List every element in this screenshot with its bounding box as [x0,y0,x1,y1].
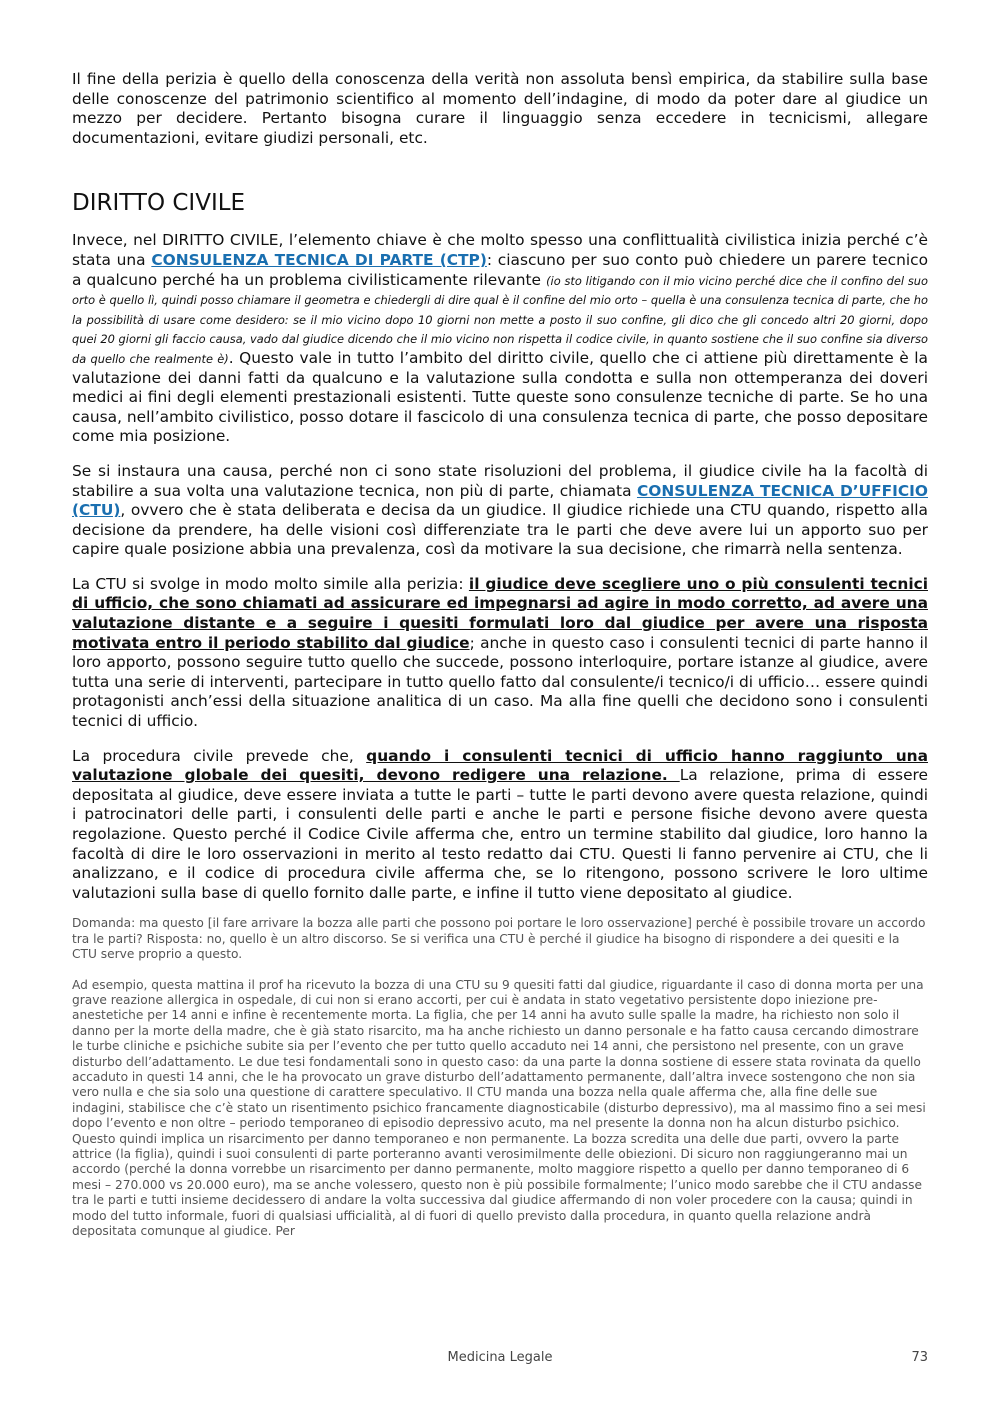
question-note: Domanda: ma questo [il fare arrivare la bozza alle parti che possono poi portare le loro osservazione] perché è possibile trovare un accordo tra le parti? Risposta: no, quello è un altro discorso. Se si verifica una CTU è perché il giudice ha bisogno di rispondere a dei quesiti e la CTU serve proprio a questo. [72,916,926,962]
ctp-paragraph-mid: : ciascuno per suo conto può chiedere un parere tecnico a qualcuno perché ha un problema civilisticamente rilevante [72,250,928,289]
ctu-procedure-paragraph [72,575,928,732]
ctp-aside: (io sto litigando con il mio vicino perché dice che il confino del suo orto è quello lì, quindi posso chiamare il geometra e chiedergli di dire qual è il confine del mio orto – quella è una consulenza tecnica di parte, che ho la possibilità di usare come desidero: se il mio vicino dopo 10 giorni non mette a posto il suo confine, gli dico che gli concedo altri 20 giorni, dopo quei 20 giorni gli faccio causa, vado dal giudice dicendo che il mio vicino non rispetta il codice civile, in quanto sostiene che il suo confine sia diverso da quello che realmente è) [72,273,928,366]
intro-paragraph: Il fine della perizia è quello della conoscenza della verità non assoluta bensì empirica, da stabilire sulla base delle conoscenze del patrimonio scientifico al momento dell’indagine, di modo da poter dare al giudice un mezzo per decidere. Pertanto bisogna curare il linguaggio senza eccedere in tecnicismi, allegare documentazioni, evitare giudizi personali, etc. [72,70,928,147]
ctp-paragraph-tail: . Questo vale in tutto l’ambito del diritto civile, quello che ci attiene più direttamente è la valutazione dei danni fatti da qualcuno e la valutazione sulla condotta e sulla non ottemperanza dei doveri medici ai fini degli elementi prestazionali esistenti. Tutte queste sono consulenze tecniche di parte. Se ho una causa, nell’ambito civilistico, posso dotare il fascicolo di una consulenza tecnica di parte, che posso depositare come mia posizione. [72,348,928,446]
footer-title: Medicina Legale [447,1350,553,1365]
ctp-paragraph [72,231,928,447]
ctu-paragraph-tail: , ovvero che è stata deliberata e decisa da un giudice. Il giudice richiede una CTU quando, rispetto alla decisione da prendere, ha delle visioni così differenziate tra le parti che deve avere lui un apporto suo per capire quale posizione abbia una prevalenza, così da motivare la sua decisione, che rimarrà nella sentenza. [72,501,928,559]
page-number: 73 [911,1350,928,1365]
example-note: Ad esempio, questa mattina il prof ha ricevuto la bozza di una CTU su 9 quesiti fatti dal giudice, riguardante il caso di donna morta per una grave reazione allergica in ospedale, di cui non si erano accorti, per cui è andata in stato vegetativo persistente dopo iniezione pre-anestetiche per 14 anni e infine è recentemente morta. La figlia, che per 14 anni ha avuto sulle spalle la madre, ha richiesto non solo il danno per la morte della madre, che è già stato risarcito, ma ha anche richiesto un danno personale e ha fatto causa cercando dimostrare le turbe cliniche e psichiche subite sia per l’evento che per tutto quello accaduto nei 14 anni, che persistono nel presente, con un grave disturbo dell’adattamento. Le due tesi fondamentali sono in questo caso: da una parte la donna sostiene di essere stata rovinata da quello accaduto in questi 14 anni, che le ha provocato un grave disturbo dell’adattamento permanente, dall’altra invece sostengono che non sia vero nulla e che sia solo una questione di carattere speculativo. Il CTU manda una bozza nella quale afferma che, alla fine delle sue indagini, stabilisce che c’è stato un risentimento psichico francamente diagnosticabile (disturbo depressivo), ma al massimo fino a sei mesi dopo l’evento e non oltre – periodo temporaneo di episodio depressivo acuto, ma nel presente la donna non ha alcun disturbo psichico. Questo quindi implica un risarcimento per danno temporaneo e non permanente. La bozza scredita una delle due parti, ovvero la parte attrice (la figlia), quindi i suoi consulenti di parte porteranno avanti verosimilmente delle obiezioni. Di sicuro non raggiungeranno mai un accordo (perché la donna vorrebbe un risarcimento per danno permanente, molto maggiore rispetto a quello per danno temporaneo di 6 mesi – 270.000 vs 20.000 euro), ma se anche volessero, questo non è più possibile formalmente; l’unico modo sarebbe che il CTU andasse tra le parti e tutti insieme decidessero di andare la volta successiva dal giudice affermando di non voler procedere con la causa; quindi in modo del tutto informale, fuori di qualsiasi ufficialità, al di fuori di quello previsto dalla procedura, in quanto quella relazione andrà depositata comunque al giudice. Per [72,977,926,1239]
civil-procedure-lead: La procedura civile prevede che, [72,746,367,765]
ctu-link[interactable]: CONSULENZA TECNICA D’UFFICIO (CTU) [72,481,928,520]
ctu-paragraph-lead: Se si instaura una causa, perché non ci sono state risoluzioni del problema, il giudice civile ha la facoltà di stabilire a sua volta una valutazione tecnica, non più di parte, chiamata [72,461,928,500]
ctu-procedure-lead: La CTU si svolge in modo molto simile alla perizia: [72,574,469,593]
ctp-link[interactable]: CONSULENZA TECNICA DI PARTE (CTP) [151,250,487,269]
document-page [72,70,928,1240]
civil-procedure-tail: La relazione, prima di essere depositata al giudice, deve essere inviata a tutte le parti – tutte le parti devono avere questa relazione, quindi i patrocinatori delle parti, i consulenti delle parti e anche le parti e persone fisiche devono avere questa regolazione. Questo perché il Codice Civile afferma che, entro un termine stabilito dal giudice, loro hanno la facoltà di dire le loro osservazioni in merito al testo redatto dai CTU. Questi li fanno pervenire ai CTU, che li analizzano, e il codice di procedura civile afferma che, se lo ritengono, possono scrivere le loro ultime valutazioni sulla base di quello fornito dalle parte, e infine il tutto viene depositato al giudice. [72,766,929,902]
ctu-paragraph [72,462,928,560]
section-heading: DIRITTO CIVILE [72,190,246,217]
ctp-paragraph-lead: Invece, nel DIRITTO CIVILE, l’elemento chiave è che molto spesso una conflittualità civilistica inizia perché c’è stata una [72,231,928,269]
ctu-procedure-tail: ; anche in questo caso i consulenti tecnici di parte hanno il loro apporto, possono seguire tutto quello che succede, possono interloquire, portare istanze al giudice, avere tutta una serie di interventi, partecipare in tutto quello fatto dal consulente/i tecnico/i di ufficio… essere quindi protagonisti anch’essi della situazione analitica di un caso. Ma alla fine quelli che decidono sono i consulenti tecnici di ufficio. [72,633,929,731]
ctu-procedure-emphasis: il giudice deve scegliere uno o più consulenti tecnici di ufficio, che sono chiamati ad assicurare ed impegnarsi ad agire in modo corretto, ad avere una valutazione distante e a seguire i quesiti formulati loro dal giudice per avere una risposta motivata entro il periodo stabilito dal giudice [72,574,928,652]
civil-procedure-paragraph [72,747,928,904]
civil-procedure-emphasis: quando i consulenti tecnici di ufficio hanno raggiunto una valutazione globale dei quesiti, devono redigere una relazione. [72,746,928,785]
